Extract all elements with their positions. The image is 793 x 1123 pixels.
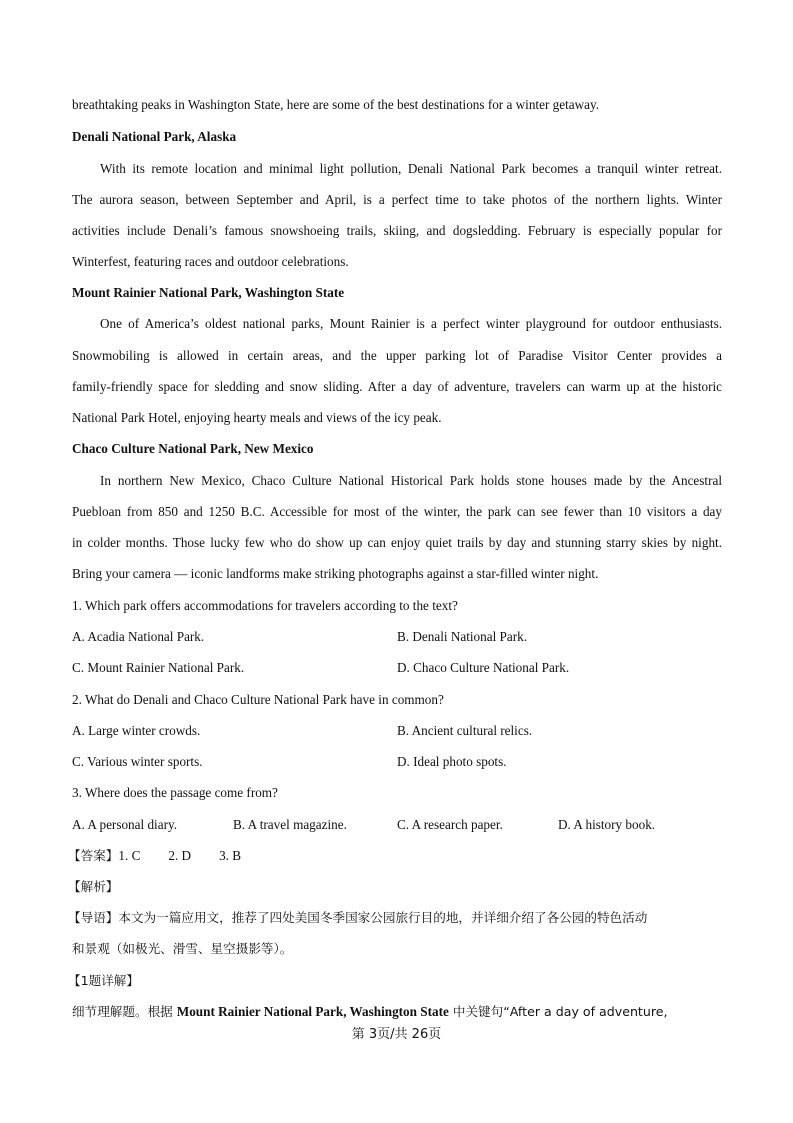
option-d: D. A history book. bbox=[558, 817, 656, 832]
guide-text: 本文为一篇应用文，推荐了四处美国冬季国家公园旅行目的地，并详细介绍了各公园的特色活动 bbox=[118, 910, 648, 925]
option-a: A. Large winter crowds. bbox=[72, 723, 201, 738]
answer-label: 【答案】 bbox=[68, 848, 119, 863]
section-heading-rainier: Mount Rainier National Park, Washington State bbox=[72, 285, 345, 300]
detail1-bold: Mount Rainier National Park, Washington State bbox=[176, 1004, 449, 1019]
question-stem: 3. Where does the passage come from? bbox=[72, 785, 278, 800]
answer-value: 1. C bbox=[118, 848, 141, 863]
question-stem: 1. Which park offers accommodations for travelers according to the text? bbox=[72, 598, 458, 613]
analysis-label: 【解析】 bbox=[68, 879, 119, 894]
option-c: C. Mount Rainier National Park. bbox=[72, 660, 245, 675]
question-stem: 2. What do Denali and Chaco Culture National Park have in common? bbox=[72, 692, 444, 707]
detail1-label: 【1题详解】 bbox=[68, 973, 139, 988]
section-heading-chaco: Chaco Culture National Park, New Mexico bbox=[72, 441, 314, 456]
paragraph-line: Bring your camera — iconic landforms make striking photographs against a star-filled winter night. bbox=[72, 566, 599, 581]
answer-value: 2. D bbox=[168, 848, 192, 863]
detail1-pre: 细节理解题。根据 bbox=[72, 1004, 177, 1019]
option-a: A. Acadia National Park. bbox=[72, 629, 205, 644]
passage-intro: breathtaking peaks in Washington State, here are some of the best destinations for a winter getaway. bbox=[72, 97, 600, 112]
detail1-post-cn: 中关键句“After a day of adventure, bbox=[448, 1004, 668, 1019]
option-b: B. Ancient cultural relics. bbox=[397, 723, 533, 738]
answer-row bbox=[68, 847, 241, 865]
section-heading-denali: Denali National Park, Alaska bbox=[72, 129, 237, 144]
paragraph-line: Winterfest, featuring races and outdoor celebrations. bbox=[72, 254, 349, 269]
guide-line-1 bbox=[68, 909, 723, 927]
paragraph-line: Puebloan from 850 and 1250 B.C. Accessible for most of the winter, the park can see fewer than 10 visitors a day bbox=[72, 504, 722, 519]
option-b: B. A travel magazine. bbox=[233, 817, 347, 832]
paragraph-line: family-friendly space for sledding and snow sliding. After a day of adventure, travelers can warm up at the historic bbox=[72, 379, 722, 394]
option-d: D. Ideal photo spots. bbox=[397, 754, 507, 769]
paragraph-line: The aurora season, between September and April, is a perfect time to take photos of the northern lights. Winter bbox=[72, 192, 722, 207]
paragraph-line: activities include Denali’s famous snowshoeing trails, skiing, and dogsledding. February is especially popular for bbox=[72, 223, 722, 238]
paragraph-line: in colder months. Those lucky few who do show up can enjoy quiet trails by day and stunning starry skies by night. bbox=[72, 535, 722, 550]
page-number: 第 3页/共 26页 bbox=[351, 1027, 442, 1042]
guide-line-2: 和景观（如极光、滑雪、星空摄影等）。 bbox=[72, 941, 293, 956]
paragraph-line: Snowmobiling is allowed in certain areas, and the upper parking lot of Paradise Visitor Center provides a bbox=[72, 348, 722, 363]
detail1-line bbox=[72, 1003, 722, 1021]
option-a: A. A personal diary. bbox=[72, 817, 177, 832]
guide-label: 【导语】 bbox=[68, 910, 119, 925]
option-c: C. Various winter sports. bbox=[72, 754, 203, 769]
paragraph-line: In northern New Mexico, Chaco Culture National Historical Park holds stone houses made by the Ancestral bbox=[100, 473, 722, 488]
answer-value: 3. B bbox=[219, 848, 242, 863]
paragraph-line: One of America’s oldest national parks, Mount Rainier is a perfect winter playground for outdoor enthusiasts. bbox=[100, 316, 722, 331]
option-d: D. Chaco Culture National Park. bbox=[397, 660, 570, 675]
option-c: C. A research paper. bbox=[397, 817, 503, 832]
paragraph-line: National Park Hotel, enjoying hearty meals and views of the icy peak. bbox=[72, 410, 442, 425]
option-b: B. Denali National Park. bbox=[397, 629, 528, 644]
paragraph-line: With its remote location and minimal light pollution, Denali National Park becomes a tranquil winter retreat. bbox=[100, 161, 722, 176]
